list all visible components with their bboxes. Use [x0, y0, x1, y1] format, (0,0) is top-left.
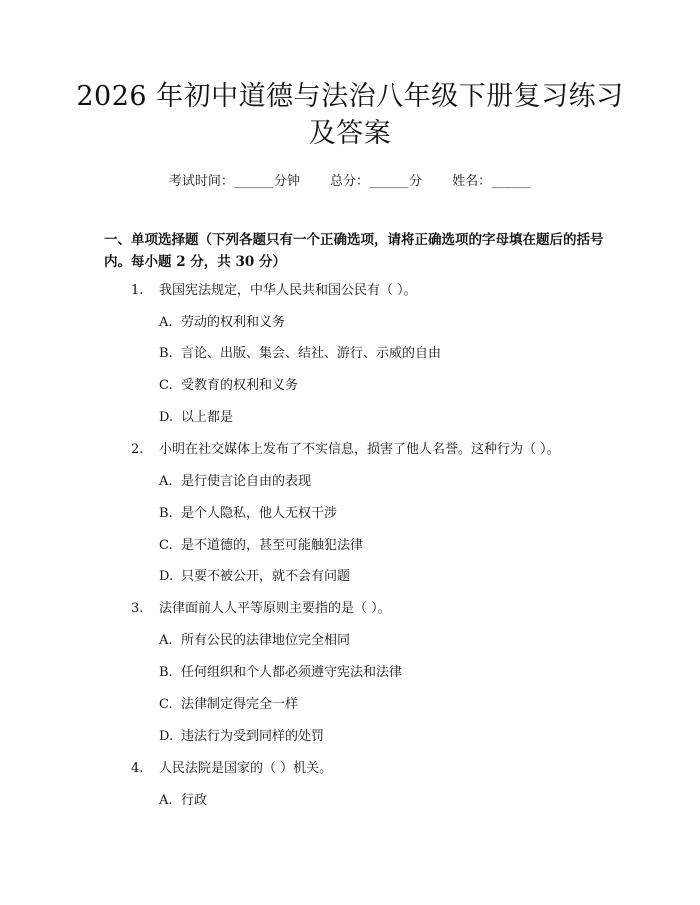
option-text: 是个人隐私，他人无权干涉 — [181, 506, 338, 521]
option-2b — [159, 505, 337, 523]
option-1a — [159, 314, 285, 332]
question-number: 3. — [131, 601, 144, 616]
name-field — [452, 174, 531, 189]
option-text: 只要不被公开，就不会有问题 — [181, 569, 351, 584]
question-number: 1. — [131, 283, 144, 298]
option-text: 任何组织和个人都必须遵守宪法和法律 — [181, 665, 403, 680]
option-letter: C. — [159, 697, 173, 712]
question-text: 小明在社交媒体上发布了不实信息，损害了他人名誉。这种行为（ ）。 — [159, 442, 560, 457]
option-1b — [159, 345, 441, 363]
exam-time-unit: 分钟 — [273, 174, 300, 189]
option-letter: B. — [159, 346, 173, 361]
option-text: 以上都是 — [181, 410, 234, 425]
option-letter: B. — [159, 506, 173, 521]
option-text: 法律制定得完全一样 — [181, 697, 299, 712]
option-2c — [159, 537, 363, 555]
question-text: 法律面前人人平等原则主要指的是（ ）。 — [159, 601, 391, 616]
option-4a — [159, 792, 207, 810]
option-letter: B. — [159, 665, 173, 680]
option-3b — [159, 664, 402, 682]
option-3d — [159, 728, 324, 746]
option-text: 违法行为受到同样的处罚 — [181, 729, 325, 744]
score-label: 总分： — [329, 174, 369, 189]
option-text: 劳动的权利和义务 — [181, 315, 286, 330]
option-letter: A. — [159, 633, 173, 648]
question-number: 2. — [131, 442, 144, 457]
option-text: 言论、出版、集会、结社、游行、示威的自由 — [181, 346, 442, 361]
score-unit: 分 — [409, 174, 423, 189]
option-2d — [159, 568, 350, 586]
section-heading-single-choice: 一、单项选择题（下列各题只有一个正确选项，请将正确选项的字母填在题后的括号内。每小题 2 分，共 30 分） — [104, 232, 604, 270]
document-title: 2026 年初中道德与法治八年级下册复习练习及答案 — [76, 81, 624, 149]
exam-info-line — [100, 170, 600, 189]
option-2a — [159, 473, 311, 491]
option-letter: A. — [159, 315, 173, 330]
option-letter: D. — [159, 410, 174, 425]
question-text: 我国宪法规定，中华人民共和国公民有（ ）。 — [159, 283, 417, 298]
option-text: 受教育的权利和义务 — [181, 378, 299, 393]
exam-time-blank: ______ — [234, 174, 274, 189]
question-text: 人民法院是国家的（ ）机关。 — [159, 761, 333, 776]
option-text: 是不道德的，甚至可能触犯法律 — [181, 538, 364, 553]
option-letter: A. — [159, 793, 173, 808]
name-label: 姓名： — [452, 174, 492, 189]
option-letter: C. — [159, 538, 173, 553]
option-letter: C. — [159, 378, 173, 393]
option-text: 行政 — [181, 793, 208, 808]
option-1c — [159, 377, 298, 395]
score-blank: ______ — [369, 174, 409, 189]
option-text: 是行使言论自由的表现 — [181, 474, 312, 489]
option-letter: D. — [159, 569, 174, 584]
name-blank: ______ — [491, 174, 531, 189]
exam-time-label: 考试时间： — [168, 174, 234, 189]
option-3c — [159, 696, 298, 714]
option-3a — [159, 632, 350, 650]
option-1d — [159, 409, 233, 427]
question-number: 4. — [131, 761, 144, 776]
option-letter: D. — [159, 729, 174, 744]
option-letter: A. — [159, 474, 173, 489]
score-field — [330, 174, 422, 189]
exam-time-field — [169, 174, 300, 189]
option-text: 所有公民的法律地位完全相同 — [181, 633, 351, 648]
